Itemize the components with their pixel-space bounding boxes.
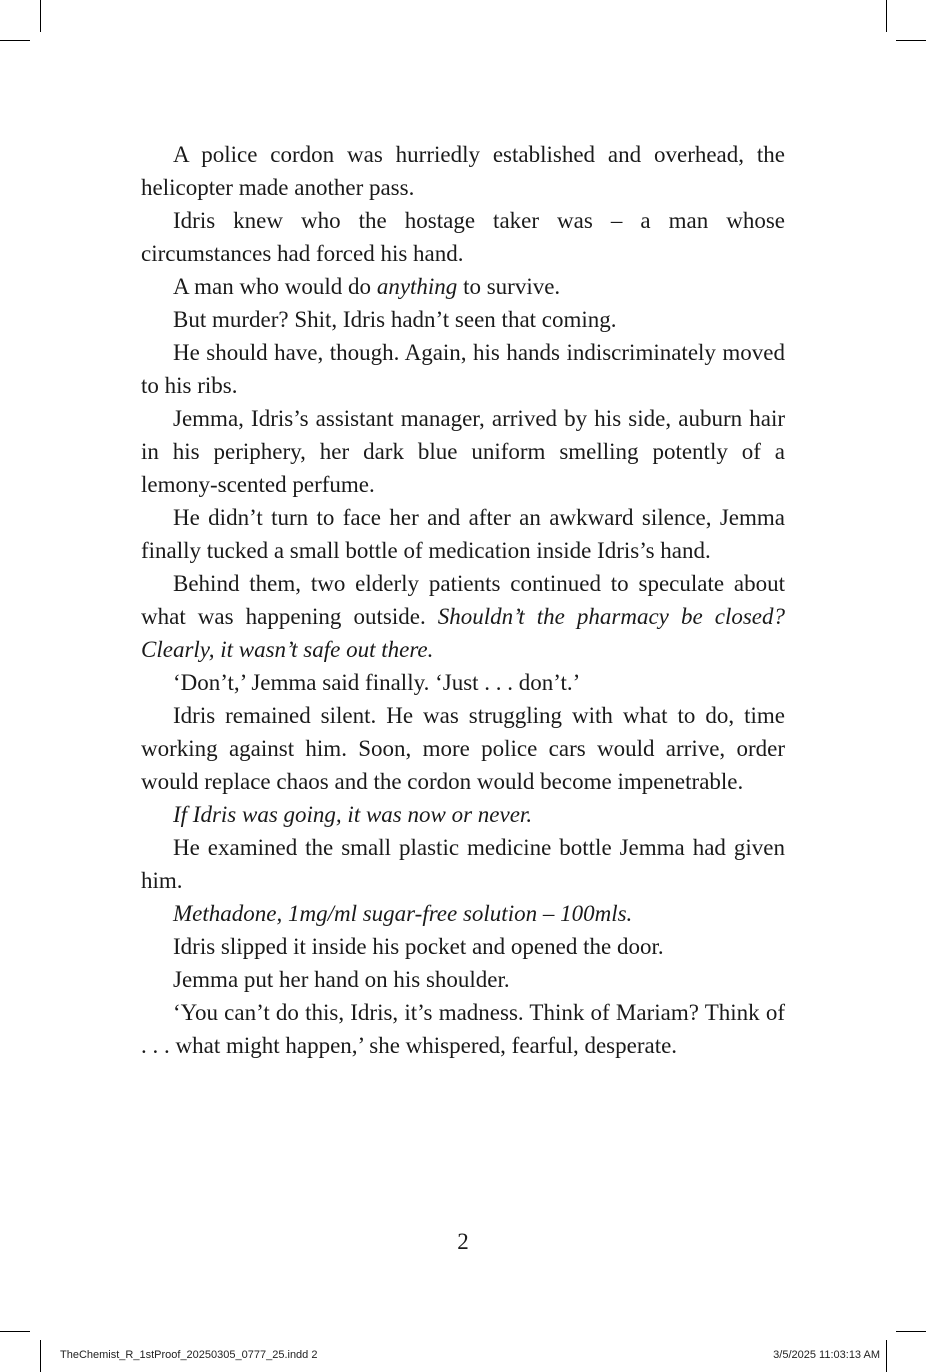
crop-mark-bottom-left-horizontal: [0, 1331, 30, 1332]
paragraph: [141, 336, 785, 402]
crop-mark-top-right-horizontal: [896, 40, 926, 41]
text-run: ‘You can’t do this, Idris, it’s madness. Think of Mariam? Think of . . . what might happen,’ she whispered, fearful, desperate.: [141, 1000, 785, 1058]
paragraph: [141, 831, 785, 897]
text-run: Behind them, two elderly patients continued to speculate about what was happening outside.: [141, 571, 785, 629]
paragraph: [141, 666, 785, 699]
slug-timestamp: 3/5/2025 11:03:13 AM: [773, 1349, 880, 1361]
text-run: A police cordon was hurriedly established and overhead, the helicopter made another pass.: [141, 142, 785, 200]
crop-mark-top-left-vertical: [40, 0, 41, 32]
crop-mark-bottom-right-vertical: [886, 1340, 887, 1372]
slug-file-name: TheChemist_R_1stProof_20250305_0777_25.indd 2: [60, 1349, 318, 1361]
text-run: He didn’t turn to face her and after an awkward silence, Jemma finally tucked a small bottle of medication inside Idris’s hand.: [141, 505, 785, 563]
paragraph: [141, 699, 785, 798]
text-run: A man who would do: [173, 274, 377, 299]
paragraph: [141, 204, 785, 270]
paragraph: [141, 402, 785, 501]
paragraph: [141, 930, 785, 963]
text-run: Idris slipped it inside his pocket and opened the door.: [173, 934, 664, 959]
paragraph: [141, 501, 785, 567]
italic-text: If Idris was going, it was now or never.: [173, 802, 533, 827]
italic-text: anything: [376, 274, 458, 299]
paragraph: [141, 897, 785, 930]
paragraph: [141, 996, 785, 1062]
paragraph: [141, 138, 785, 204]
crop-mark-bottom-left-vertical: [40, 1340, 41, 1372]
paragraph: [141, 567, 785, 666]
text-run: He should have, though. Again, his hands indiscriminately moved to his ribs.: [141, 340, 785, 398]
text-run: to survive.: [457, 274, 561, 299]
crop-mark-top-right-vertical: [886, 0, 887, 32]
paragraph: [141, 798, 785, 831]
text-run: Jemma put her hand on his shoulder.: [173, 967, 510, 992]
text-run: Idris knew who the hostage taker was – a man whose circumstances had forced his hand.: [141, 208, 785, 266]
italic-text: Shouldn’t the pharmacy be closed? Clearly, it wasn’t safe out there.: [141, 604, 785, 662]
crop-mark-top-left-horizontal: [0, 40, 30, 41]
paragraph: [141, 963, 785, 996]
text-run: Jemma, Idris’s assistant manager, arrived by his side, auburn hair in his periphery, her dark blue uniform smelling potently of a lemony-scented perfume.: [141, 406, 785, 497]
paragraph: [141, 270, 785, 303]
text-run: But murder? Shit, Idris hadn’t seen that coming.: [173, 307, 617, 332]
italic-text: Methadone, 1mg/ml sugar-free solution – 100mls.: [173, 901, 633, 926]
text-run: Idris remained silent. He was struggling with what to do, time working against him. Soon, more police cars would arrive, order would replace chaos and the cordon would become impenetrable.: [141, 703, 785, 794]
crop-mark-bottom-right-horizontal: [896, 1331, 926, 1332]
body-text: [141, 138, 785, 1062]
text-run: ‘Don’t,’ Jemma said finally. ‘Just . . . don’t.’: [173, 670, 581, 695]
paragraph: [141, 303, 785, 336]
text-run: He examined the small plastic medicine bottle Jemma had given him.: [141, 835, 785, 893]
page-number: 2: [457, 1229, 469, 1254]
